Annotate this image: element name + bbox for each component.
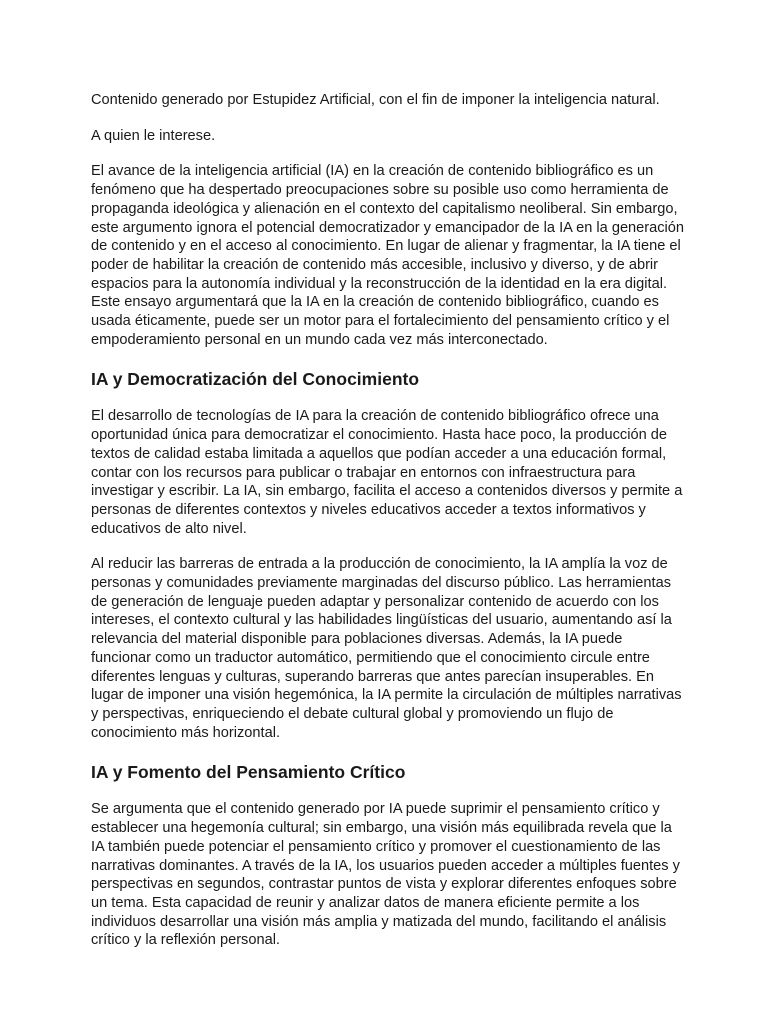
salutation: A quien le interese. [91,127,216,144]
section1-paragraph-2: Al reducir las barreras de entrada a la producción de conocimiento, la IA amplía la voz de personas y comunidades previamente marginadas del discurso público. Las herramientas de generación de lenguaje pueden adaptar y personalizar contenido de acuerdo con los intereses, el contexto cultural y las habilidades lingüísticas del usuario, aumentando así la relevancia del material disponible para poblaciones diversas. Además, la IA puede funcionar como un traductor automático, permitiendo que el conocimiento circule entre diferentes lenguas y culturas, superando barreras que antes parecían insuperables. En lugar de imponer una visión hegemónica, la IA permite la circulación de múltiples narrativas y perspectivas, enriqueciendo el debate cultural global y promoviendo un flujo de conocimiento más horizontal. [91,556,682,741]
section2-paragraph-1: Se argumenta que el contenido generado por IA puede suprimir el pensamiento crítico y establecer una hegemonía cultural; sin embargo, una visión más equilibrada revela que la IA también puede potenciar el pensamiento crítico y promover el cuestionamiento de las narrativas dominantes. A través de la IA, los usuarios pueden acceder a múltiples fuentes y perspectivas en segundos, contrastar puntos de vista y explorar diferentes enfoques sobre un tema. Esta capacidad de reunir y analizar datos de manera eficiente permite a los individuos desarrollar una visión más amplia y matizada del mundo, facilitando el análisis crítico y la reflexión personal. [91,801,680,949]
section-heading-democratizacion: IA y Democratización del Conocimiento [91,369,420,390]
section-heading-pensamiento-critico: IA y Fomento del Pensamiento Crítico [91,762,406,783]
intro-line: Contenido generado por Estupidez Artificial, con el fin de imponer la inteligencia natural. [91,92,660,108]
document-page [91,91,686,950]
section1-paragraph-1: El desarrollo de tecnologías de IA para la creación de contenido bibliográfico ofrece una oportunidad única para democratizar el conocimiento. Hasta hace poco, la producción de textos de calidad estaba limitada a aquellos que podían acceder a una educación formal, contar con los recursos para publicar o trabajar en entornos con infraestructura para investigar y escribir. La IA, sin embargo, facilita el acceso a contenidos diversos y permite a personas de diferentes contextos y niveles educativos acceder a textos informativos y educativos de alto nivel. [91,408,683,537]
intro-paragraph: El avance de la inteligencia artificial (IA) en la creación de contenido bibliográfico es un fenómeno que ha despertado preocupaciones sobre su posible uso como herramienta de propaganda ideológica y alienación en el contexto del capitalismo neoliberal. Sin embargo, este argumento ignora el potencial democratizador y emancipador de la IA en la generación de contenido y en el acceso al conocimiento. En lugar de alienar y fragmentar, la IA tiene el poder de habilitar la creación de contenido más accesible, inclusivo y diverso, y de abrir espacios para la autonomía individual y la reconstrucción de la identidad en la era digital. Este ensayo argumentará que la IA en la creación de contenido bibliográfico, cuando es usada éticamente, puede ser un motor para el fortalecimiento del pensamiento crítico y el empoderamiento personal en un mundo cada vez más interconectado. [91,163,685,348]
